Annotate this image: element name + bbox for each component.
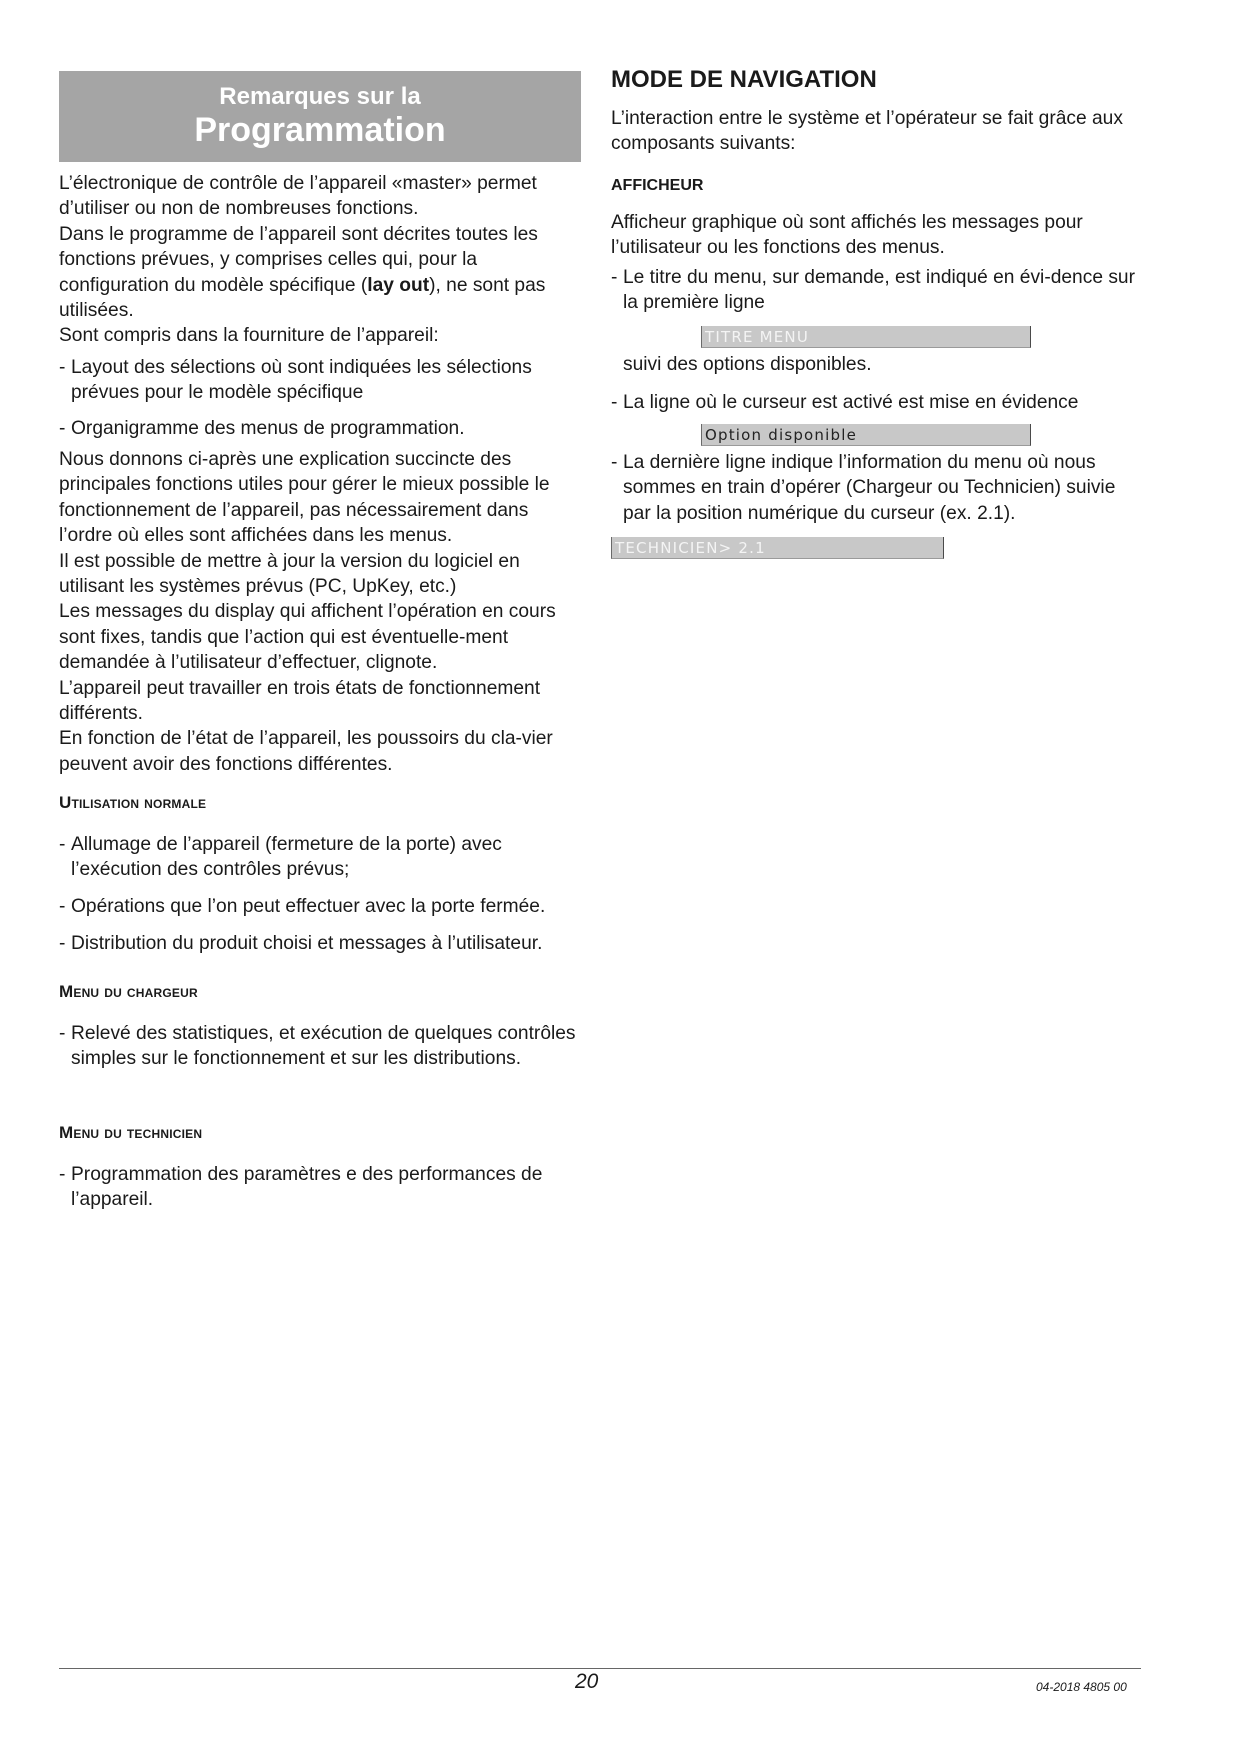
afficheur-description: Afficheur graphique où sont affichés les messages pour l’utilisateur ou les fonctions des menus. — [611, 212, 1083, 259]
subheading-menu-chargeur: Menu du chargeur — [59, 982, 198, 1001]
list-item-text: Layout des sélections où sont indiquées les sélections prévues pour le modèle spécifique — [71, 357, 532, 404]
body-paragraph: Il est possible de mettre à jour la version du logiciel en utilisant les systèmes prévus (PC, UpKey, etc.) — [59, 550, 520, 598]
bullet-list — [59, 1162, 581, 1213]
list-item-text: Le titre du menu, sur demande, est indiqué en évi-dence sur la première ligne — [623, 267, 1135, 314]
list-item-text: Organigramme des menus de programmation. — [71, 418, 465, 439]
display-option-disponible: Option disponible — [701, 424, 1031, 446]
navigation-intro: L’interaction entre le système et l’opérateur se fait grâce aux composants suivants: — [611, 108, 1123, 155]
bullet-list — [59, 1021, 581, 1072]
list-item-text: Distribution du produit choisi et messages à l’utilisateur. — [71, 933, 543, 954]
subheading-menu-technicien: Menu du technicien — [59, 1123, 203, 1142]
body-paragraph: L’appareil peut travailler en trois états de fonctionnement différents. — [59, 677, 541, 725]
list-item: - La ligne où le curseur est activé est mise en évidence — [611, 392, 1079, 413]
list-item: - Relevé des statistiques, et exécution de quelques contrôles simples sur le fonctionnement et sur les distributions. — [59, 1023, 576, 1070]
subheading-utilisation-normale: Utilisation normale — [59, 793, 207, 812]
bullet-list — [59, 355, 581, 406]
bullet-list — [59, 931, 581, 956]
list-item: - Distribution du produit choisi et messages à l’utilisateur. — [59, 933, 543, 954]
bullet-list — [611, 450, 1141, 526]
section-title-line1: Remarques sur la — [219, 83, 421, 110]
intro-text — [59, 171, 581, 349]
list-item-text: Opérations que l’on peut effectuer avec la porte fermée. — [71, 896, 546, 917]
layout-term: lay out — [367, 274, 430, 296]
list-item-text: Programmation des paramètres e des performances de l’appareil. — [71, 1164, 543, 1211]
body-text — [59, 447, 581, 777]
bullet-list — [611, 390, 1141, 415]
bullet-list — [59, 416, 581, 441]
list-item: - Layout des sélections où sont indiquées les sélections prévues pour le modèle spécifique — [59, 357, 532, 404]
intro-paragraph: Sont compris dans la fourniture de l’appareil: — [59, 325, 439, 347]
intro-paragraph — [59, 222, 581, 324]
bullet-list — [611, 265, 1141, 316]
list-item-text: La ligne où le curseur est activé est mise en évidence — [623, 392, 1079, 413]
list-item: - La dernière ligne indique l’information du menu où nous sommes en train d’opérer (Chargeur ou Technicien) suivie par la position numérique du curseur (ex. 2.1). — [611, 452, 1116, 524]
page-number: 20 — [575, 1670, 599, 1693]
document-code: 04-2018 4805 00 — [1036, 1680, 1127, 1694]
after-display-text: suivi des options disponibles. — [623, 354, 872, 375]
intro-text-part: Dans le programme de l’appareil sont décrites toutes les fonctions prévues, y comprises celles qui, pour la configuration du modèle spécifique ( — [59, 223, 538, 296]
bullet-list — [59, 894, 581, 919]
list-item: - Organigramme des menus de programmation. — [59, 418, 465, 439]
intro-paragraph: L’électronique de contrôle de l’appareil «master» permet d’utiliser ou non de nombreuses fonctions. — [59, 173, 537, 220]
list-item-text: Allumage de l’appareil (fermeture de la porte) avec l’exécution des contrôles prévus; — [71, 834, 502, 881]
footer-rule — [59, 1668, 1141, 1669]
list-item: - Programmation des paramètres e des performances de l’appareil. — [59, 1164, 543, 1211]
body-paragraph: Nous donnons ci-après une explication succincte des principales fonctions utiles pour gérer le mieux possible le fonctionnement de l’appareil, pas nécessairement dans l’ordre où elles sont affichées dans les menus. — [59, 449, 550, 547]
intro-text-part: ), ne sont pas utilisées. — [59, 274, 546, 322]
list-item: - Le titre du menu, sur demande, est indiqué en évi-dence sur la première ligne — [611, 267, 1135, 314]
list-item: - Allumage de l’appareil (fermeture de la porte) avec l’exécution des contrôles prévus; — [59, 834, 502, 881]
display-title-menu: TITRE MENU — [701, 326, 1031, 348]
display-technicien: TECHNICIEN> 2.1 — [611, 537, 944, 559]
heading-mode-navigation: MODE DE NAVIGATION — [611, 66, 877, 93]
list-item: - Opérations que l’on peut effectuer avec la porte fermée. — [59, 896, 546, 917]
body-paragraph: En fonction de l’état de l’appareil, les poussoirs du cla-vier peuvent avoir des fonctions différentes. — [59, 728, 553, 775]
list-item-text: Relevé des statistiques, et exécution de quelques contrôles simples sur le fonctionnement et sur les distributions. — [71, 1023, 576, 1070]
subheading-afficheur: AFFICHEUR — [611, 177, 704, 194]
bullet-list — [59, 832, 581, 883]
section-title-box — [59, 71, 581, 162]
body-paragraph: Les messages du display qui affichent l’opération en cours sont fixes, tandis que l’action qui est éventuelle-ment demandée à l’utilisateur d’effectuer, clignote. — [59, 601, 556, 674]
section-title-line2: Programmation — [194, 111, 446, 149]
list-item-text: La dernière ligne indique l’information du menu où nous sommes en train d’opérer (Chargeur ou Technicien) suivie par la position numérique du curseur (ex. 2.1). — [623, 452, 1116, 524]
